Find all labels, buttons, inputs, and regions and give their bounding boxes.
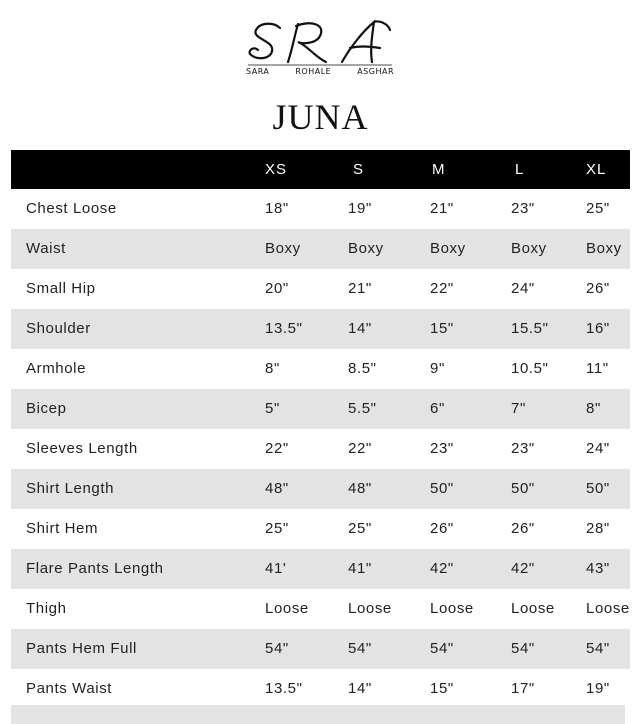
measurement-value: 28" bbox=[586, 520, 610, 537]
measurement-value: 7" bbox=[511, 400, 526, 417]
table-row bbox=[11, 669, 630, 709]
measurement-label: Shirt Length bbox=[26, 480, 115, 497]
measurement-value: 9" bbox=[430, 360, 445, 377]
measurement-value: Boxy bbox=[348, 240, 384, 257]
measurement-value: Boxy bbox=[586, 240, 622, 257]
table-row bbox=[11, 389, 630, 429]
measurement-value: 22" bbox=[348, 440, 372, 457]
measurement-value: 48" bbox=[348, 480, 372, 497]
measurement-value: 18" bbox=[265, 200, 289, 217]
measurement-value: 13.5" bbox=[265, 680, 303, 697]
table-row bbox=[11, 469, 630, 509]
measurement-label: Armhole bbox=[26, 360, 87, 377]
brand-name-word: ASGHAR bbox=[357, 67, 394, 76]
table-row bbox=[11, 189, 630, 229]
measurement-value: 23" bbox=[511, 440, 535, 457]
table-row bbox=[11, 589, 630, 629]
measurement-value: Boxy bbox=[265, 240, 301, 257]
measurement-value: 22" bbox=[265, 440, 289, 457]
measurement-value: 22" bbox=[430, 280, 454, 297]
brand-name-word: SARA bbox=[246, 67, 270, 76]
table-bottom-strip bbox=[11, 705, 625, 724]
measurement-value: 23" bbox=[430, 440, 454, 457]
measurement-label: Waist bbox=[26, 240, 66, 257]
measurement-value: 26" bbox=[586, 280, 610, 297]
brand-logo bbox=[246, 18, 394, 82]
measurement-label: Small Hip bbox=[26, 280, 96, 297]
table-row bbox=[11, 629, 630, 669]
table-row bbox=[11, 229, 630, 269]
measurement-value: 41" bbox=[348, 560, 372, 577]
measurement-value: 14" bbox=[348, 680, 372, 697]
brand-name-word: ROHALE bbox=[295, 67, 332, 76]
size-header-l: L bbox=[515, 161, 525, 178]
measurement-value: 42" bbox=[511, 560, 535, 577]
measurement-value: 10.5" bbox=[511, 360, 549, 377]
measurement-value: 42" bbox=[430, 560, 454, 577]
measurement-value: 17" bbox=[511, 680, 535, 697]
measurement-label: Shirt Hem bbox=[26, 520, 99, 537]
table-row bbox=[11, 349, 630, 389]
measurement-value: 54" bbox=[511, 640, 535, 657]
measurement-value: Loose bbox=[511, 600, 555, 617]
measurement-value: 50" bbox=[586, 480, 610, 497]
brand-name bbox=[246, 67, 394, 76]
measurement-value: 48" bbox=[265, 480, 289, 497]
measurement-value: 54" bbox=[430, 640, 454, 657]
measurement-value: 21" bbox=[348, 280, 372, 297]
measurement-value: 15" bbox=[430, 320, 454, 337]
measurement-value: 25" bbox=[348, 520, 372, 537]
measurement-label: Pants Waist bbox=[26, 680, 113, 697]
measurement-value: 19" bbox=[586, 680, 610, 697]
measurement-value: 8" bbox=[586, 400, 601, 417]
measurement-value: 50" bbox=[511, 480, 535, 497]
measurement-value: Loose bbox=[348, 600, 392, 617]
measurement-label: Pants Hem Full bbox=[26, 640, 137, 657]
sra-monogram-logo bbox=[246, 18, 394, 66]
table-header-row bbox=[11, 150, 630, 189]
measurement-value: 26" bbox=[430, 520, 454, 537]
measurement-value: 25" bbox=[265, 520, 289, 537]
table-body bbox=[11, 189, 630, 709]
measurement-value: Loose bbox=[586, 600, 630, 617]
measurement-value: 25" bbox=[586, 200, 610, 217]
measurement-value: 24" bbox=[511, 280, 535, 297]
measurement-value: 8" bbox=[265, 360, 280, 377]
measurement-label: Bicep bbox=[26, 400, 67, 417]
measurement-value: 15" bbox=[430, 680, 454, 697]
measurement-value: 24" bbox=[586, 440, 610, 457]
measurement-value: 5.5" bbox=[348, 400, 377, 417]
measurement-value: 50" bbox=[430, 480, 454, 497]
measurement-value: 23" bbox=[511, 200, 535, 217]
measurement-value: Boxy bbox=[511, 240, 547, 257]
table-row bbox=[11, 509, 630, 549]
measurement-value: 14" bbox=[348, 320, 372, 337]
size-chart-table bbox=[11, 150, 630, 709]
measurement-value: Loose bbox=[430, 600, 474, 617]
measurement-value: Boxy bbox=[430, 240, 466, 257]
measurement-value: 13.5" bbox=[265, 320, 303, 337]
measurement-value: 54" bbox=[348, 640, 372, 657]
table-row bbox=[11, 429, 630, 469]
table-row bbox=[11, 269, 630, 309]
measurement-value: 5" bbox=[265, 400, 280, 417]
measurement-value: 16" bbox=[586, 320, 610, 337]
measurement-label: Sleeves Length bbox=[26, 440, 138, 457]
size-header-xs: XS bbox=[265, 161, 288, 178]
measurement-label: Chest Loose bbox=[26, 200, 117, 217]
size-header-m: M bbox=[432, 161, 446, 178]
measurement-value: 8.5" bbox=[348, 360, 377, 377]
measurement-value: 43" bbox=[586, 560, 610, 577]
table-row bbox=[11, 309, 630, 349]
measurement-value: 54" bbox=[586, 640, 610, 657]
measurement-value: 11" bbox=[586, 360, 609, 377]
measurement-label: Thigh bbox=[26, 600, 67, 617]
measurement-value: 21" bbox=[430, 200, 454, 217]
measurement-label: Flare Pants Length bbox=[26, 560, 164, 577]
measurement-value: 54" bbox=[265, 640, 289, 657]
measurement-label: Shoulder bbox=[26, 320, 91, 337]
measurement-value: 41' bbox=[265, 560, 287, 577]
measurement-value: 20" bbox=[265, 280, 289, 297]
measurement-value: Loose bbox=[265, 600, 309, 617]
size-header-s: S bbox=[353, 161, 365, 178]
size-header-xl: XL bbox=[586, 161, 607, 178]
measurement-value: 15.5" bbox=[511, 320, 549, 337]
measurement-value: 19" bbox=[348, 200, 372, 217]
measurement-value: 26" bbox=[511, 520, 535, 537]
measurement-value: 6" bbox=[430, 400, 445, 417]
collection-title: JUNA bbox=[272, 97, 369, 137]
table-row bbox=[11, 549, 630, 589]
